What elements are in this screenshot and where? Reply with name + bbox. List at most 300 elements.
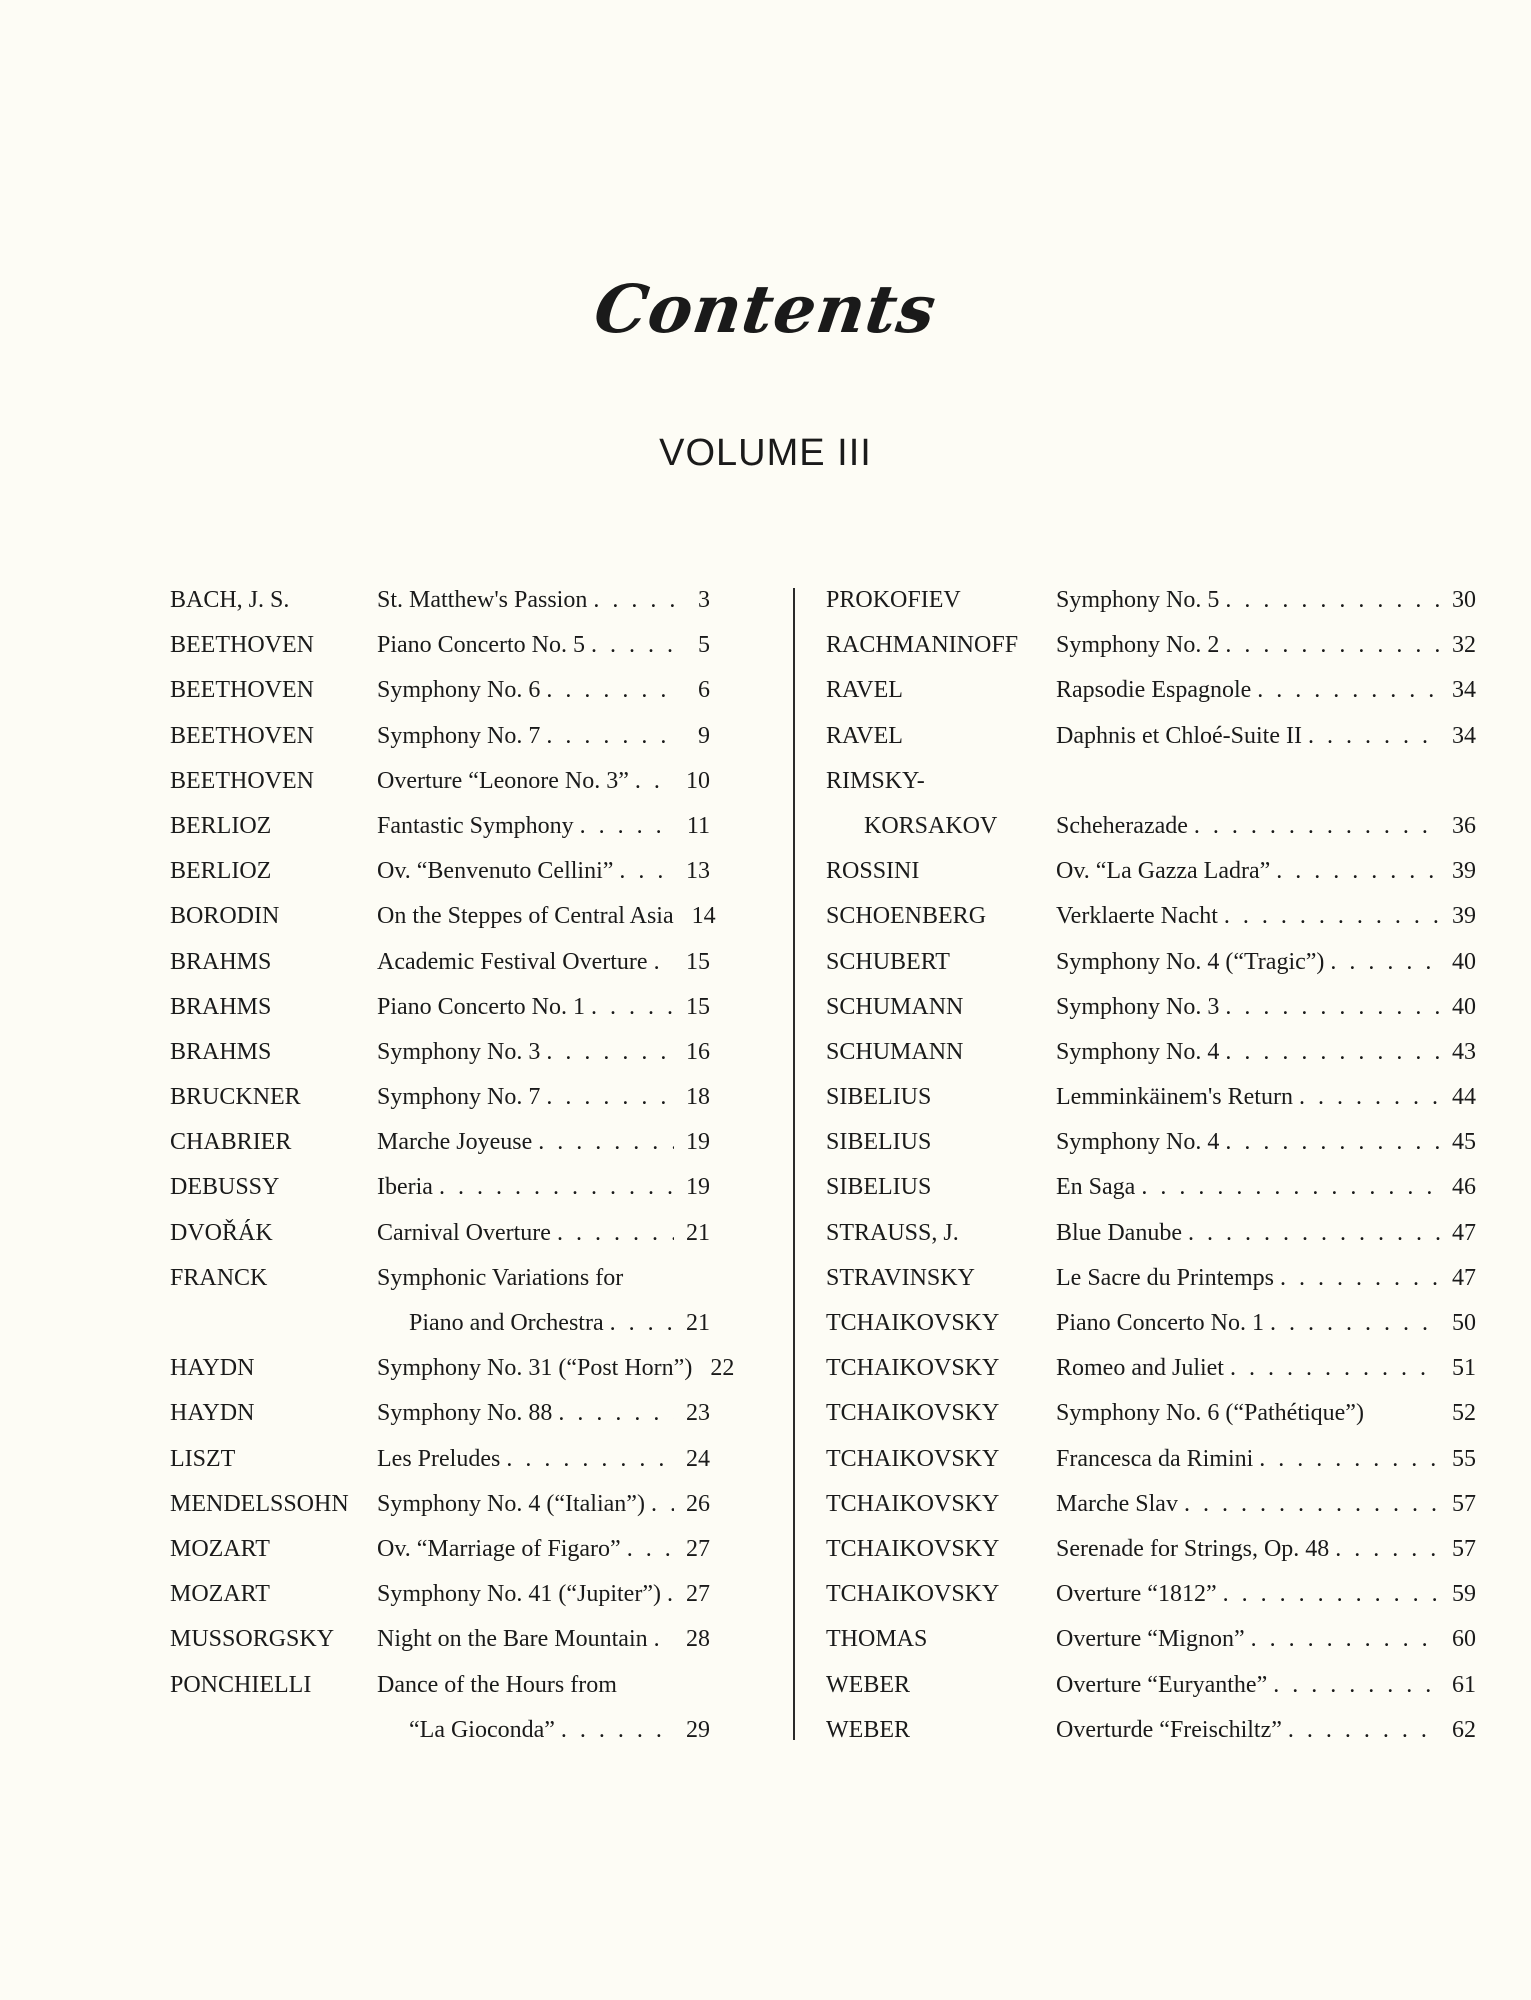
dot-leader bbox=[1219, 623, 1440, 668]
dot-leader bbox=[1253, 1437, 1440, 1482]
toc-composer: TCHAIKOVSKY bbox=[826, 1400, 1000, 1427]
toc-work-title: On the Steppes of Central Asia bbox=[377, 903, 674, 930]
dot-leader bbox=[1178, 1482, 1440, 1527]
toc-entry bbox=[826, 894, 1476, 939]
dot-leader bbox=[1245, 1617, 1440, 1662]
toc-entry bbox=[170, 1301, 710, 1346]
toc-work-cell bbox=[377, 668, 710, 713]
toc-entry bbox=[170, 578, 710, 623]
toc-composer: LISZT bbox=[170, 1445, 236, 1472]
toc-entry bbox=[170, 1346, 735, 1391]
dot-leader bbox=[1188, 804, 1440, 849]
toc-composer: BEETHOVEN bbox=[170, 632, 314, 659]
toc-composer: CHABRIER bbox=[170, 1129, 292, 1156]
dot-leader bbox=[532, 1120, 674, 1165]
toc-composer: THOMAS bbox=[826, 1626, 928, 1653]
toc-entry bbox=[170, 1165, 710, 1210]
toc-page-number: 19 bbox=[686, 1129, 710, 1156]
toc-work-title: Symphony No. 2 bbox=[1056, 632, 1220, 659]
toc-page-number: 24 bbox=[686, 1445, 710, 1472]
toc-work-cell bbox=[1056, 985, 1476, 1030]
dot-leader bbox=[540, 1075, 674, 1120]
toc-composer: FRANCK bbox=[170, 1264, 268, 1291]
dot-leader bbox=[1219, 985, 1440, 1030]
toc-work-cell bbox=[1056, 1346, 1476, 1391]
dot-leader bbox=[1224, 1346, 1440, 1391]
toc-work-cell bbox=[1056, 714, 1476, 759]
column-divider bbox=[793, 588, 795, 1740]
toc-page-number: 16 bbox=[686, 1038, 710, 1065]
toc-composer: RACHMANINOFF bbox=[826, 632, 1019, 659]
dot-leader bbox=[621, 1527, 674, 1572]
toc-page-number: 15 bbox=[686, 993, 710, 1020]
toc-work-title: Symphony No. 4 bbox=[1056, 1129, 1220, 1156]
toc-page-number: 21 bbox=[686, 1219, 710, 1246]
toc-composer: DVOŘÁK bbox=[170, 1219, 273, 1246]
toc-entry bbox=[826, 1527, 1476, 1572]
toc-composer: TCHAIKOVSKY bbox=[826, 1355, 1000, 1382]
dot-leader bbox=[1293, 1075, 1440, 1120]
toc-work-title: Symphony No. 7 bbox=[377, 1084, 541, 1111]
toc-composer: BRUCKNER bbox=[170, 1084, 301, 1111]
toc-page-number: 60 bbox=[1452, 1626, 1476, 1653]
toc-page-number: 14 bbox=[691, 903, 716, 930]
toc-entry bbox=[170, 1391, 710, 1436]
toc-entry bbox=[826, 1211, 1476, 1256]
toc-entry bbox=[826, 1301, 1476, 1346]
toc-page-number: 43 bbox=[1452, 1038, 1476, 1065]
toc-page-number: 15 bbox=[686, 948, 710, 975]
toc-entry bbox=[826, 1165, 1476, 1210]
dot-leader bbox=[555, 1708, 674, 1753]
toc-page-number: 30 bbox=[1452, 587, 1476, 613]
toc-work-cell bbox=[377, 1075, 710, 1120]
contents-right-column bbox=[826, 578, 1476, 1753]
dot-leader bbox=[1302, 714, 1440, 759]
toc-composer: HAYDN bbox=[170, 1400, 255, 1427]
toc-work-title: Rapsodie Espagnole bbox=[1056, 677, 1252, 704]
toc-work-title: Serenade for Strings, Op. 48 bbox=[1056, 1535, 1330, 1562]
toc-entry bbox=[170, 1527, 710, 1572]
toc-composer: BRAHMS bbox=[170, 993, 272, 1020]
toc-page-number: 10 bbox=[686, 767, 710, 794]
toc-entry bbox=[826, 1617, 1476, 1662]
toc-work-title: Symphonic Variations for bbox=[377, 1264, 624, 1291]
dot-leader bbox=[1219, 1120, 1440, 1165]
dot-leader bbox=[1182, 1211, 1440, 1256]
toc-work-title: En Saga bbox=[1056, 1174, 1136, 1201]
toc-work-cell bbox=[377, 714, 710, 759]
toc-page-number: 47 bbox=[1452, 1264, 1476, 1291]
toc-work-title: Piano Concerto No. 5 bbox=[377, 632, 585, 659]
toc-page-number: 40 bbox=[1452, 948, 1476, 975]
toc-entry bbox=[826, 1482, 1476, 1527]
dot-leader bbox=[500, 1437, 674, 1482]
toc-page-number: 29 bbox=[686, 1716, 710, 1743]
toc-work-cell bbox=[377, 623, 710, 668]
toc-composer bbox=[170, 1708, 377, 1753]
toc-work-cell bbox=[377, 1120, 710, 1165]
toc-page-number: 11 bbox=[686, 812, 710, 839]
toc-composer: TCHAIKOVSKY bbox=[826, 1490, 1000, 1517]
toc-work-title: Ov. “Marriage of Figaro” bbox=[377, 1535, 621, 1562]
toc-composer: TCHAIKOVSKY bbox=[826, 1445, 1000, 1472]
toc-page-number: 39 bbox=[1452, 903, 1476, 930]
toc-work-title: Symphony No. 3 bbox=[1056, 993, 1220, 1020]
dot-leader bbox=[645, 1482, 674, 1527]
toc-entry bbox=[170, 1708, 710, 1753]
toc-entry bbox=[826, 985, 1476, 1030]
toc-page-number: 27 bbox=[686, 1535, 710, 1562]
toc-work-cell bbox=[1056, 1391, 1476, 1436]
toc-composer: MOZART bbox=[170, 1581, 270, 1608]
toc-page-number: 28 bbox=[686, 1626, 710, 1653]
toc-page-number: 22 bbox=[710, 1355, 735, 1382]
toc-work-cell bbox=[377, 940, 710, 985]
toc-work-title: Marche Joyeuse bbox=[377, 1129, 533, 1156]
toc-work-title: Symphony No. 88 bbox=[377, 1400, 553, 1427]
toc-page-number: 46 bbox=[1452, 1174, 1476, 1201]
dot-leader bbox=[1274, 1256, 1440, 1301]
dot-leader bbox=[1324, 940, 1440, 985]
toc-composer: BRAHMS bbox=[170, 1038, 272, 1065]
toc-work-cell bbox=[377, 1391, 710, 1436]
toc-entry bbox=[826, 940, 1476, 985]
toc-work-title: Daphnis et Chloé-Suite II bbox=[1056, 722, 1302, 749]
toc-entry bbox=[826, 1256, 1476, 1301]
toc-composer: RIMSKY- bbox=[826, 767, 925, 794]
toc-work-cell bbox=[1056, 1211, 1476, 1256]
toc-work-title: Dance of the Hours from bbox=[377, 1671, 617, 1698]
toc-work-cell bbox=[377, 1527, 710, 1572]
toc-work-title: Overturde “Freischiltz” bbox=[1056, 1716, 1282, 1743]
toc-entry bbox=[826, 1708, 1476, 1753]
toc-composer: ROSSINI bbox=[826, 858, 920, 885]
toc-work-cell bbox=[1056, 1120, 1476, 1165]
toc-entry bbox=[170, 1663, 710, 1708]
toc-composer: STRAVINSKY bbox=[826, 1264, 975, 1291]
toc-page-number: 55 bbox=[1452, 1445, 1476, 1472]
toc-work-cell bbox=[377, 804, 710, 849]
toc-entry bbox=[170, 623, 710, 668]
dot-leader bbox=[433, 1165, 674, 1210]
contents-left-column bbox=[170, 578, 735, 1753]
dot-leader bbox=[1251, 668, 1440, 713]
toc-page-number: 34 bbox=[1452, 722, 1476, 749]
dot-leader bbox=[661, 1572, 674, 1617]
toc-work-title: Overture “Euryanthe” bbox=[1056, 1671, 1268, 1698]
toc-entry bbox=[170, 759, 710, 804]
toc-entry bbox=[826, 1572, 1476, 1617]
toc-page-number: 34 bbox=[1452, 677, 1476, 704]
toc-composer: BORODIN bbox=[170, 903, 280, 930]
toc-entry bbox=[826, 849, 1476, 894]
dot-leader bbox=[1282, 1708, 1440, 1753]
toc-entry bbox=[826, 714, 1476, 759]
toc-page-number: 47 bbox=[1452, 1219, 1476, 1246]
toc-composer: SCHUMANN bbox=[826, 1038, 964, 1065]
toc-entry bbox=[826, 1663, 1476, 1708]
toc-work-title: Ov. “Benvenuto Cellini” bbox=[377, 858, 614, 885]
toc-work-cell bbox=[1056, 1572, 1476, 1617]
toc-work-title: Overture “Mignon” bbox=[1056, 1626, 1245, 1653]
toc-work-cell bbox=[1056, 804, 1476, 849]
toc-page-number: 62 bbox=[1452, 1716, 1476, 1743]
toc-work-title: Scheherazade bbox=[1056, 812, 1188, 839]
toc-composer: KORSAKOV bbox=[864, 812, 998, 839]
toc-work-title: Fantastic Symphony bbox=[377, 812, 574, 839]
toc-work-cell bbox=[377, 1572, 710, 1617]
toc-work-title: Verklaerte Nacht bbox=[1056, 903, 1218, 930]
toc-work-cell bbox=[377, 1030, 710, 1075]
toc-work-title: Le Sacre du Printemps bbox=[1056, 1264, 1274, 1291]
toc-work-title: Les Preludes bbox=[377, 1445, 501, 1472]
toc-composer: WEBER bbox=[826, 1671, 910, 1698]
toc-entry bbox=[826, 759, 1476, 804]
dot-leader bbox=[1217, 1572, 1440, 1617]
toc-work-title: Night on the Bare Mountain bbox=[377, 1626, 648, 1653]
toc-composer: HAYDN bbox=[170, 1355, 255, 1382]
toc-composer: BERLIOZ bbox=[170, 858, 272, 885]
toc-work-cell bbox=[377, 1165, 710, 1210]
dot-leader bbox=[1264, 1301, 1440, 1346]
toc-composer: RAVEL bbox=[826, 677, 903, 704]
toc-page-number: 45 bbox=[1452, 1129, 1476, 1156]
toc-work-title: Symphony No. 6 (“Pathétique”) bbox=[1056, 1400, 1364, 1427]
toc-work-cell bbox=[377, 1256, 710, 1301]
toc-work-cell bbox=[1056, 849, 1476, 894]
toc-entry bbox=[170, 714, 710, 759]
toc-work-cell bbox=[377, 1617, 710, 1662]
dot-leader bbox=[648, 1617, 674, 1662]
toc-composer: BEETHOVEN bbox=[170, 767, 314, 794]
toc-work-title: Symphony No. 3 bbox=[377, 1038, 541, 1065]
dot-leader bbox=[1218, 894, 1440, 939]
toc-work-title: Francesca da Rimini bbox=[1056, 1445, 1254, 1472]
toc-page-number: 6 bbox=[698, 677, 710, 704]
toc-work-title: Romeo and Juliet bbox=[1056, 1355, 1224, 1382]
dot-leader bbox=[540, 714, 674, 759]
toc-work-title: “La Gioconda” bbox=[409, 1716, 555, 1743]
toc-entry bbox=[170, 1030, 710, 1075]
toc-page-number: 21 bbox=[686, 1310, 710, 1336]
toc-work-cell bbox=[377, 759, 710, 804]
toc-entry bbox=[826, 668, 1476, 713]
dot-leader bbox=[1219, 1030, 1440, 1075]
toc-page-number: 26 bbox=[686, 1490, 710, 1517]
toc-work-cell bbox=[1056, 1075, 1476, 1120]
toc-page-number: 19 bbox=[686, 1174, 710, 1201]
toc-page-number: 57 bbox=[1452, 1490, 1476, 1517]
toc-work-cell bbox=[1056, 668, 1476, 713]
toc-composer: MENDELSSOHN bbox=[170, 1490, 349, 1517]
toc-composer: TCHAIKOVSKY bbox=[826, 1535, 1000, 1562]
toc-entry bbox=[170, 1572, 710, 1617]
toc-page-number: 61 bbox=[1452, 1671, 1476, 1698]
toc-page-number: 3 bbox=[698, 587, 710, 613]
toc-work-title: Blue Danube bbox=[1056, 1219, 1182, 1246]
dot-leader bbox=[629, 759, 674, 804]
toc-entry bbox=[170, 1120, 710, 1165]
toc-work-title: Piano Concerto No. 1 bbox=[377, 993, 585, 1020]
dot-leader bbox=[574, 804, 674, 849]
toc-composer: MOZART bbox=[170, 1535, 270, 1562]
toc-entry bbox=[170, 985, 710, 1030]
toc-work-cell bbox=[1056, 578, 1476, 623]
toc-page-number: 39 bbox=[1452, 858, 1476, 885]
dot-leader bbox=[1267, 1663, 1440, 1708]
toc-entry bbox=[170, 1617, 710, 1662]
toc-work-cell bbox=[377, 894, 716, 939]
toc-entry bbox=[170, 894, 716, 939]
toc-entry bbox=[826, 1437, 1476, 1482]
toc-work-cell bbox=[1056, 1030, 1476, 1075]
toc-work-title: Symphony No. 4 (“Tragic”) bbox=[1056, 948, 1325, 975]
toc-work-cell bbox=[377, 985, 710, 1030]
toc-composer: BERLIOZ bbox=[170, 812, 272, 839]
dot-leader bbox=[613, 849, 674, 894]
toc-entry bbox=[170, 940, 710, 985]
toc-work-cell bbox=[1056, 1256, 1476, 1301]
toc-composer: RAVEL bbox=[826, 722, 903, 749]
toc-work-cell bbox=[377, 1346, 735, 1391]
toc-composer: WEBER bbox=[826, 1716, 910, 1743]
toc-composer: TCHAIKOVSKY bbox=[826, 1310, 1000, 1336]
toc-page-number: 40 bbox=[1452, 993, 1476, 1020]
toc-work-cell bbox=[1056, 1708, 1476, 1753]
toc-entry bbox=[170, 804, 710, 849]
dot-leader bbox=[552, 1391, 674, 1436]
toc-composer: STRAUSS, J. bbox=[826, 1219, 959, 1246]
toc-work-cell bbox=[377, 578, 710, 623]
toc-work-title: Carnival Overture bbox=[377, 1219, 551, 1246]
toc-work-cell bbox=[1056, 1437, 1476, 1482]
dot-leader bbox=[551, 1211, 674, 1256]
toc-work-cell bbox=[1056, 894, 1476, 939]
toc-work-title: Symphony No. 41 (“Jupiter”) bbox=[377, 1581, 661, 1608]
toc-entry bbox=[826, 804, 1476, 849]
toc-work-cell bbox=[1056, 1527, 1476, 1572]
toc-work-title: Marche Slav bbox=[1056, 1490, 1178, 1517]
toc-entry bbox=[826, 578, 1476, 623]
toc-work-title: Iberia bbox=[377, 1174, 433, 1201]
toc-work-cell bbox=[377, 1301, 710, 1346]
toc-work-cell bbox=[1056, 940, 1476, 985]
toc-composer: BEETHOVEN bbox=[170, 722, 314, 749]
toc-composer: SIBELIUS bbox=[826, 1174, 932, 1201]
toc-composer: BEETHOVEN bbox=[170, 677, 314, 704]
toc-page-number: 44 bbox=[1452, 1084, 1476, 1111]
toc-composer: BACH, J. S. bbox=[170, 587, 290, 613]
toc-work-cell bbox=[1056, 759, 1476, 804]
toc-work-title: St. Matthew's Passion bbox=[377, 587, 588, 613]
toc-work-cell bbox=[1056, 1165, 1476, 1210]
toc-page-number: 13 bbox=[686, 858, 710, 885]
toc-work-cell bbox=[1056, 1663, 1476, 1708]
toc-composer: PROKOFIEV bbox=[826, 587, 961, 613]
dot-leader bbox=[587, 578, 674, 623]
toc-page-number: 23 bbox=[686, 1400, 710, 1427]
toc-composer: SCHOENBERG bbox=[826, 903, 987, 930]
dot-leader bbox=[540, 668, 674, 713]
toc-page-number: 51 bbox=[1452, 1355, 1476, 1382]
toc-work-title: Lemminkäinem's Return bbox=[1056, 1084, 1293, 1111]
toc-page-number: 57 bbox=[1452, 1535, 1476, 1562]
toc-composer: PONCHIELLI bbox=[170, 1671, 312, 1698]
toc-work-cell bbox=[377, 1663, 710, 1708]
toc-work-cell bbox=[377, 1482, 710, 1527]
dot-leader bbox=[585, 985, 674, 1030]
toc-work-cell bbox=[377, 1437, 710, 1482]
page-title: Contents bbox=[589, 270, 942, 348]
toc-entry bbox=[826, 1120, 1476, 1165]
toc-composer: DEBUSSY bbox=[170, 1174, 280, 1201]
toc-work-title: Symphony No. 7 bbox=[377, 722, 541, 749]
toc-work-cell bbox=[377, 1708, 710, 1753]
toc-entry bbox=[826, 1030, 1476, 1075]
toc-page-number: 50 bbox=[1452, 1310, 1476, 1336]
toc-work-cell bbox=[377, 849, 710, 894]
toc-entry bbox=[826, 1346, 1476, 1391]
toc-page-number: 36 bbox=[1452, 812, 1476, 839]
toc-work-title: Piano Concerto No. 1 bbox=[1056, 1310, 1264, 1336]
toc-entry bbox=[170, 1211, 710, 1256]
dot-leader bbox=[1219, 578, 1440, 623]
toc-page-number: 52 bbox=[1452, 1400, 1476, 1427]
toc-page-number: 59 bbox=[1452, 1581, 1476, 1608]
toc-entry bbox=[170, 1437, 710, 1482]
toc-page-number: 32 bbox=[1452, 632, 1476, 659]
toc-composer: SCHUMANN bbox=[826, 993, 964, 1020]
toc-entry bbox=[170, 668, 710, 713]
toc-work-title: Symphony No. 4 bbox=[1056, 1038, 1220, 1065]
toc-composer: MUSSORGSKY bbox=[170, 1626, 335, 1653]
toc-work-cell bbox=[1056, 623, 1476, 668]
dot-leader bbox=[648, 940, 674, 985]
toc-entry bbox=[170, 1256, 710, 1301]
toc-composer: SIBELIUS bbox=[826, 1129, 932, 1156]
toc-work-title: Symphony No. 6 bbox=[377, 677, 541, 704]
toc-composer: SIBELIUS bbox=[826, 1084, 932, 1111]
toc-work-title: Ov. “La Gazza Ladra” bbox=[1056, 858, 1271, 885]
toc-composer: TCHAIKOVSKY bbox=[826, 1581, 1000, 1608]
toc-work-cell bbox=[1056, 1301, 1476, 1346]
toc-work-title: Academic Festival Overture bbox=[377, 948, 648, 975]
dot-leader bbox=[604, 1301, 674, 1346]
toc-work-cell bbox=[1056, 1617, 1476, 1662]
dot-leader bbox=[540, 1030, 674, 1075]
toc-entry bbox=[826, 623, 1476, 668]
toc-work-title: Symphony No. 31 (“Post Horn”) bbox=[377, 1355, 693, 1382]
dot-leader bbox=[1270, 849, 1440, 894]
toc-work-title: Overture “Leonore No. 3” bbox=[377, 767, 629, 794]
toc-work-title: Symphony No. 4 (“Italian”) bbox=[377, 1490, 645, 1517]
toc-work-title: Piano and Orchestra bbox=[409, 1310, 604, 1336]
toc-entry bbox=[170, 1482, 710, 1527]
dot-leader bbox=[1135, 1165, 1440, 1210]
toc-entry bbox=[170, 849, 710, 894]
toc-composer bbox=[170, 1301, 377, 1346]
toc-work-title: Overture “1812” bbox=[1056, 1581, 1217, 1608]
toc-work-cell bbox=[1056, 1482, 1476, 1527]
toc-page-number: 5 bbox=[698, 632, 710, 659]
toc-composer: SCHUBERT bbox=[826, 948, 950, 975]
toc-work-title: Symphony No. 5 bbox=[1056, 587, 1220, 613]
toc-composer: BRAHMS bbox=[170, 948, 272, 975]
toc-entry bbox=[826, 1075, 1476, 1120]
dot-leader bbox=[585, 623, 674, 668]
toc-page-number: 27 bbox=[686, 1581, 710, 1608]
